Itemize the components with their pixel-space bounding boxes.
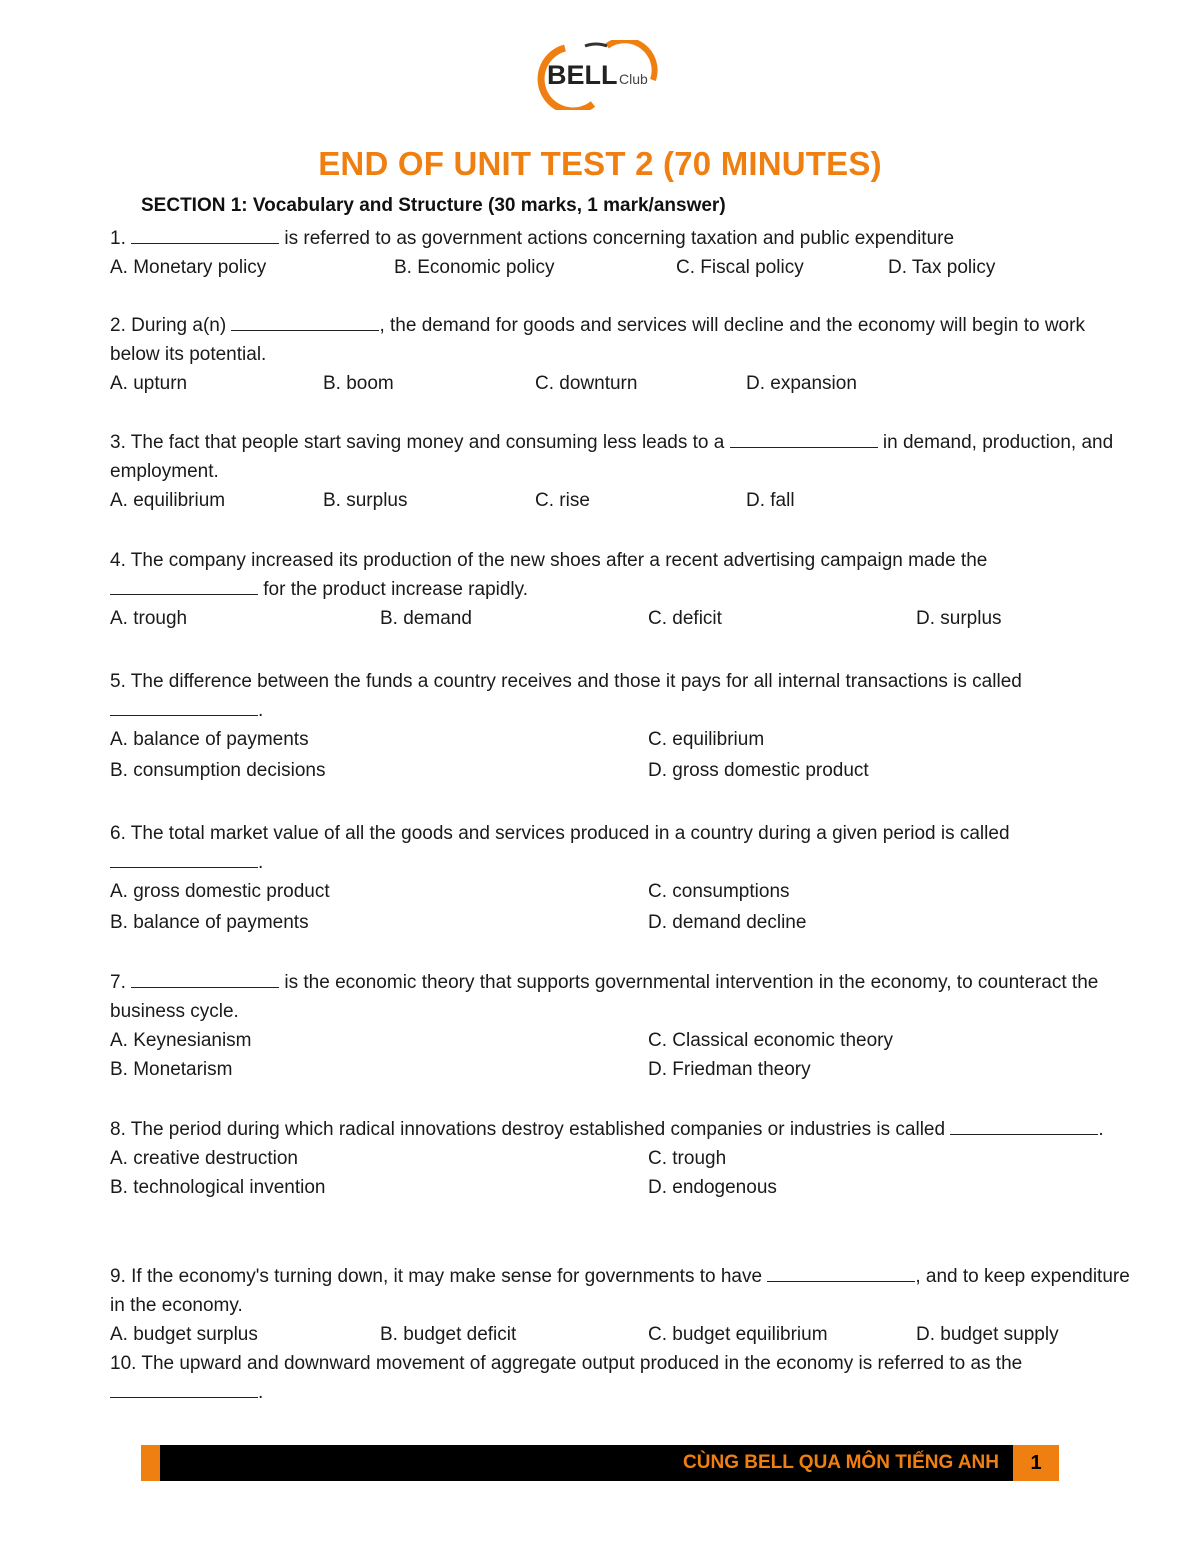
option-a[interactable]: A. Monetary policy [110,257,267,278]
question-7: 7. is the economic theory that supports governmental intervention in the economy, to counteract the business cycle. A. Keynesianism C. Classical economic theory B. Monetarism D. Friedman theory [110,968,1130,1084]
option-d[interactable]: D. expansion [746,373,857,394]
option-b[interactable]: B. Economic policy [394,257,555,278]
question-4: 4. The company increased its production of the new shoes after a recent advertising campaign made the for the product increase rapidly. A. trough B. demand C. deficit D. surplus [110,546,1130,633]
option-a[interactable]: A. trough [110,608,188,629]
page-title: END OF UNIT TEST 2 (70 MINUTES) [318,145,882,182]
answer-blank[interactable] [110,851,258,868]
logo-sub-text: Club [619,71,648,87]
bell-club-logo [535,40,663,110]
option-a[interactable]: A. creative destruction [110,1148,298,1169]
option-c[interactable]: C. trough [648,1148,727,1169]
option-c[interactable]: C. Fiscal policy [676,257,804,278]
option-d[interactable]: D. endogenous [648,1177,777,1198]
option-c[interactable]: C. rise [535,490,590,511]
option-c[interactable]: C. downturn [535,373,638,394]
option-a[interactable]: A. gross domestic product [110,881,330,902]
option-b[interactable]: B. surplus [323,490,408,511]
answer-blank[interactable] [131,227,279,244]
option-a[interactable]: A. equilibrium [110,490,226,511]
option-d[interactable]: D. budget supply [916,1324,1059,1345]
option-d[interactable]: D. demand decline [648,912,807,933]
question-5: 5. The difference between the funds a country receives and those it pays for all internal transactions is called . A. balance of payments C. equilibrium B. consumption decisions D. gross domestic product [110,667,1130,787]
option-a[interactable]: A. balance of payments [110,729,309,750]
answer-blank[interactable] [767,1265,915,1282]
option-d[interactable]: D. gross domestic product [648,760,869,781]
answer-blank[interactable] [231,314,379,331]
section-heading: SECTION 1: Vocabulary and Structure (30 marks, 1 mark/answer) [141,195,726,216]
option-b[interactable]: B. budget deficit [380,1324,517,1345]
answer-blank[interactable] [950,1118,1098,1135]
question-9: 9. If the economy's turning down, it may make sense for governments to have , and to keep expenditure in the economy. A. budget surplus B. budget deficit C. budget equilibrium D. budget supply [110,1262,1130,1349]
option-b[interactable]: B. boom [323,373,394,394]
option-d[interactable]: D. surplus [916,608,1002,629]
option-c[interactable]: C. budget equilibrium [648,1324,828,1345]
option-c[interactable]: C. deficit [648,608,722,629]
option-b[interactable]: B. technological invention [110,1177,326,1198]
option-a[interactable]: A. budget surplus [110,1324,258,1345]
question-10: 10. The upward and downward movement of aggregate output produced in the economy is referred to as the . [110,1353,1023,1403]
option-c[interactable]: C. consumptions [648,881,790,902]
answer-blank[interactable] [110,578,258,595]
page-footer [141,1445,1059,1481]
option-b[interactable]: B. balance of payments [110,912,309,933]
option-d[interactable]: D. fall [746,490,795,511]
question-6: 6. The total market value of all the goods and services produced in a country during a given period is called . A. gross domestic product C. consumptions B. balance of payments D. demand decline [110,819,1130,939]
question-1: 1. is referred to as government actions concerning taxation and public expenditure A. Monetary policy B. Economic policy C. Fiscal policy D. Tax policy [110,224,1130,282]
footer-accent-bar [141,1445,160,1481]
question-8: 8. The period during which radical innovations destroy established companies or industries is called . A. creative destruction C. trough B. technological invention D. endogenous [110,1115,1130,1202]
option-c[interactable]: C. Classical economic theory [648,1030,893,1051]
logo-main-text: BELL [547,60,618,90]
option-a[interactable]: A. Keynesianism [110,1030,252,1051]
question-2: 2. During a(n) , the demand for goods and services will decline and the economy will begin to work below its potential. A. upturn B. boom C. downturn D. expansion [110,311,1130,398]
question-3: 3. The fact that people start saving money and consuming less leads to a in demand, production, and employment. A. equilibrium B. surplus C. rise D. fall [110,428,1130,515]
option-c[interactable]: C. equilibrium [648,729,765,750]
option-b[interactable]: B. demand [380,608,472,629]
option-b[interactable]: B. Monetarism [110,1059,233,1080]
option-d[interactable]: D. Tax policy [888,257,996,278]
option-b[interactable]: B. consumption decisions [110,760,326,781]
page-number: 1 [1013,1445,1059,1481]
option-d[interactable]: D. Friedman theory [648,1059,811,1080]
option-a[interactable]: A. upturn [110,373,188,394]
footer-text: CÙNG BELL QUA MÔN TIẾNG ANH [683,1452,999,1473]
answer-blank[interactable] [730,431,878,448]
answer-blank[interactable] [131,971,279,988]
answer-blank[interactable] [110,1381,258,1398]
answer-blank[interactable] [110,699,258,716]
